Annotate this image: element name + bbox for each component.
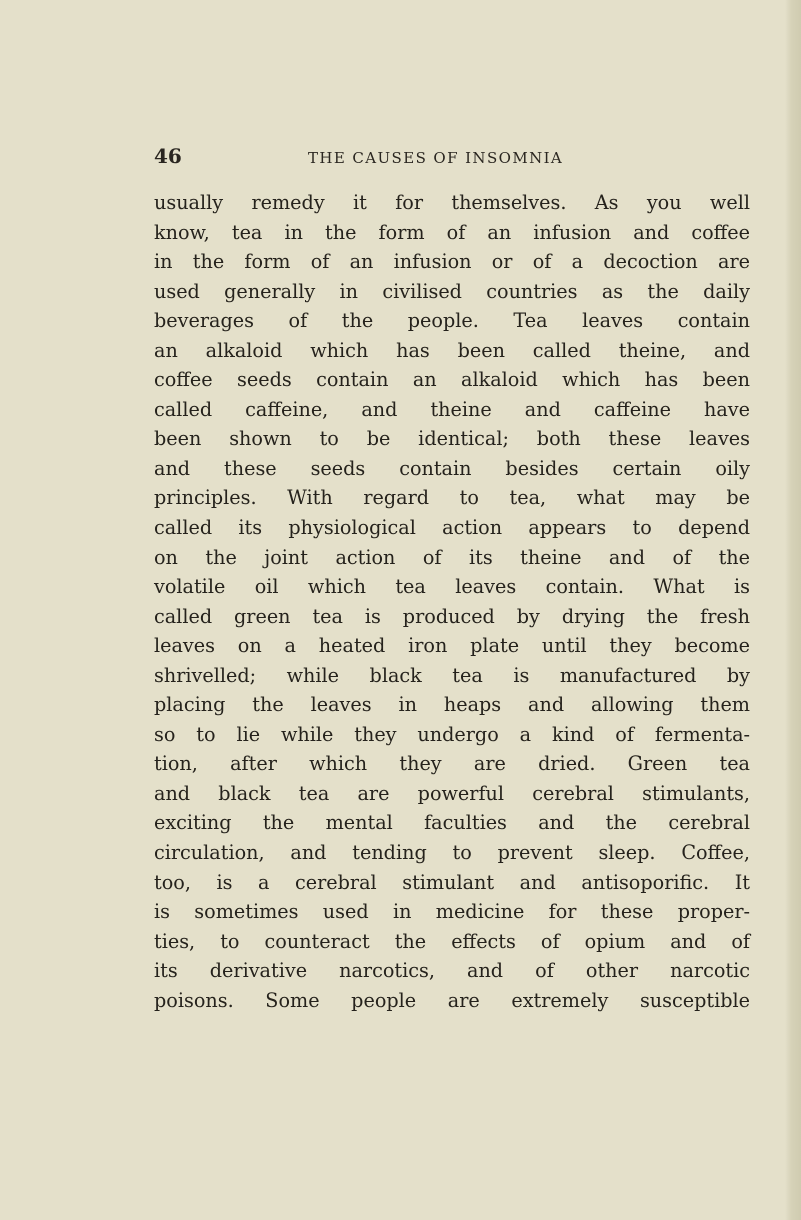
page-edge-shadow (785, 0, 801, 1220)
text-line: placing the leaves in heaps and allowing them (154, 693, 750, 717)
page-header (154, 146, 754, 172)
text-line: so to lie while they undergo a kind of fermenta- (154, 722, 750, 746)
text-line: an alkaloid which has been called theine, and (154, 338, 750, 362)
text-line: been shown to be identical; both these leaves (154, 427, 750, 451)
text-line: ties, to counteract the effects of opium and of (154, 929, 750, 953)
text-line: exciting the mental faculties and the cerebral (154, 811, 750, 835)
text-line: called green tea is produced by drying the fresh (154, 604, 750, 628)
text-line: coffee seeds contain an alkaloid which has been (154, 368, 750, 392)
text-line: volatile oil which tea leaves contain. What is (154, 575, 750, 599)
text-line: shrivelled; while black tea is manufactured by (154, 663, 750, 687)
text-line: is sometimes used in medicine for these proper- (154, 900, 750, 924)
text-line: leaves on a heated iron plate until they become (154, 634, 750, 658)
text-line: poisons. Some people are extremely susceptible (154, 988, 750, 1012)
text-line: beverages of the people. Tea leaves contain (154, 309, 750, 333)
text-line: on the joint action of its theine and of the (154, 545, 750, 569)
text-line: circulation, and tending to prevent sleep. Coffee, (154, 841, 750, 865)
text-line: principles. With regard to tea, what may be (154, 486, 750, 510)
text-line: called its physiological action appears to depend (154, 516, 750, 540)
text-line: called caffeine, and theine and caffeine have (154, 397, 750, 421)
text-line: tion, after which they are dried. Green tea (154, 752, 750, 776)
text-line: and these seeds contain besides certain oily (154, 456, 750, 480)
text-line: know, tea in the form of an infusion and coffee (154, 220, 750, 244)
text-line: used generally in civilised countries as the daily (154, 279, 750, 303)
text-line: usually remedy it for themselves. As you well (154, 191, 750, 214)
running-head: THE CAUSES OF INSOMNIA (308, 149, 564, 167)
text-line: and black tea are powerful cerebral stimulants, (154, 781, 750, 805)
text-line: in the form of an infusion or of a decoction are (154, 250, 750, 274)
page-number: 46 (154, 144, 182, 168)
text-line: too, is a cerebral stimulant and antisoporific. It (154, 870, 750, 894)
text-line: its derivative narcotics, and of other narcotic (154, 959, 750, 983)
body-text (154, 188, 750, 1015)
